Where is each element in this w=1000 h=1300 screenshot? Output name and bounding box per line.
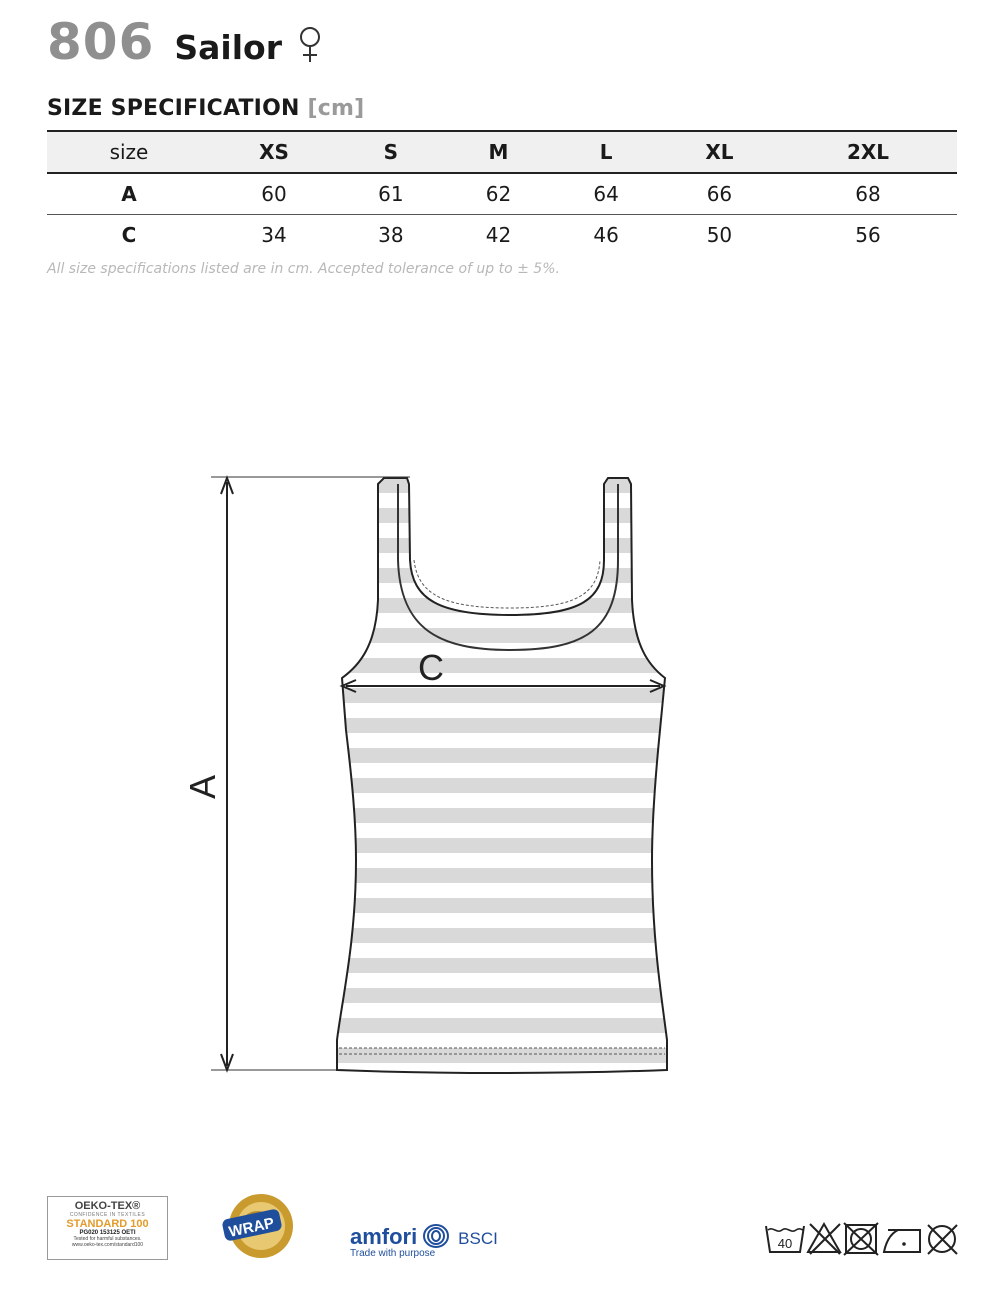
- table-cell: 64: [552, 173, 660, 215]
- wash-temp: 40: [777, 1236, 793, 1251]
- no-bleach-icon: [808, 1224, 840, 1254]
- no-dry-clean-icon: [928, 1225, 957, 1254]
- table-cell: 62: [445, 173, 553, 215]
- oeko-standard: STANDARD 100: [66, 1218, 149, 1230]
- table-cell: 38: [378, 223, 404, 247]
- amfori-tagline: Trade with purpose: [350, 1248, 436, 1259]
- table-cell: 34: [261, 223, 287, 247]
- amfori-mark-icon: [422, 1224, 450, 1248]
- wrap-text: WRAP: [227, 1214, 276, 1241]
- table-cell: 42: [485, 223, 512, 247]
- wrap-logo: [215, 1184, 307, 1268]
- table-cell: 56: [855, 223, 881, 247]
- table-cell: 60: [211, 173, 337, 215]
- neckline-stitch: [414, 560, 600, 608]
- column-header: size: [47, 131, 211, 173]
- column-header: 2XL: [779, 131, 957, 173]
- oeko-title: OEKO-TEX®: [74, 1200, 141, 1212]
- iron-low-icon: [884, 1230, 920, 1252]
- bsci-label: BSCI: [458, 1229, 498, 1248]
- care-symbols: [764, 1220, 960, 1256]
- oeko-url: www.oeko-tex.com/standard100: [71, 1242, 144, 1248]
- wash-40-icon: [766, 1226, 804, 1252]
- column-header: XS: [211, 131, 337, 173]
- product-name: Sailor: [174, 28, 282, 67]
- no-tumble-dry-icon: [844, 1223, 878, 1255]
- amfori-bsci-logo: [350, 1224, 498, 1259]
- table-cell: 61: [337, 173, 445, 215]
- oeko-tested: Tested for harmful substances.: [73, 1236, 142, 1242]
- column-header: S: [337, 131, 445, 173]
- tolerance-note: All size specifications listed are in cm. Accepted tolerance of up to ± 5%.: [47, 261, 560, 277]
- table-cell: 68: [779, 173, 957, 215]
- spec-title-text: SIZE SPECIFICATION: [47, 96, 300, 121]
- column-header: L: [552, 131, 660, 173]
- row-label: A: [47, 173, 211, 215]
- oeko-code: PG020 153125 OETI: [79, 1230, 136, 1236]
- label-a: A: [182, 774, 223, 800]
- row-label: C: [121, 223, 137, 247]
- table-cell: 50: [706, 223, 733, 247]
- column-header: XL: [660, 131, 779, 173]
- oeko-subtitle: CONFIDENCE IN TEXTILES: [69, 1212, 146, 1218]
- table-cell: 46: [593, 223, 619, 247]
- table-cell: 66: [660, 173, 779, 215]
- amfori-brand: amfori: [350, 1224, 418, 1249]
- label-c: C: [418, 647, 444, 688]
- oeko-tex-logo: [47, 1196, 168, 1260]
- column-header: M: [445, 131, 553, 173]
- product-code: 806: [47, 13, 155, 71]
- spec-unit: [cm]: [307, 96, 365, 121]
